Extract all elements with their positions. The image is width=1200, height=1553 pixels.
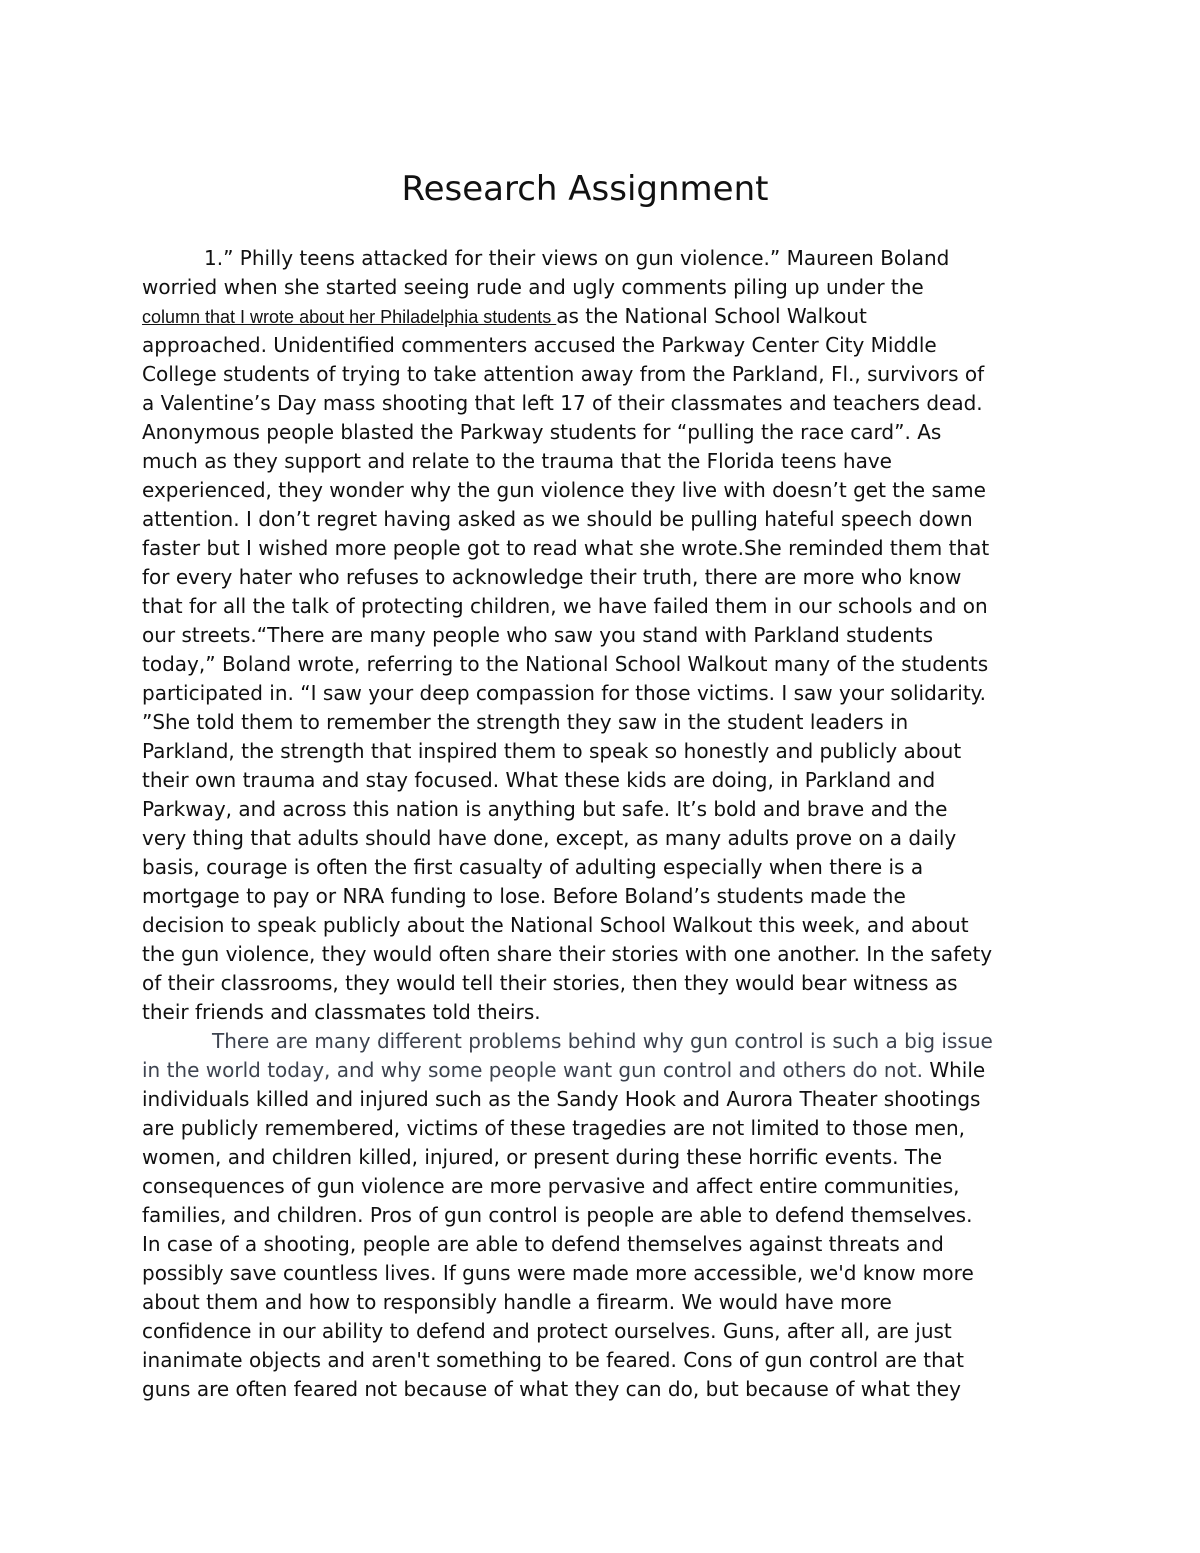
- body-line: very thing that adults should have done, except, as many adults prove on a daily: [142, 826, 957, 850]
- body-line: individuals killed and injured such as the Sandy Hook and Aurora Theater shootings: [142, 1087, 981, 1111]
- body-line: women, and children killed, injured, or present during these horrific events. The: [142, 1145, 943, 1169]
- body-line: much as they support and relate to the trauma that the Florida teens have: [142, 449, 892, 473]
- body-line: experienced, they wonder why the gun violence they live with doesn’t get the same: [142, 478, 986, 502]
- body-line: confidence in our ability to defend and protect ourselves. Guns, after all, are just: [142, 1319, 952, 1343]
- body-line-text: in the world today, and why some people want gun control and others do not.: [142, 1058, 923, 1082]
- body-line: families, and children. Pros of gun control is people are able to defend themselves.: [142, 1203, 973, 1227]
- body-line: guns are often feared not because of what they can do, but because of what they: [142, 1377, 961, 1401]
- body-line-with-link: [142, 302, 1072, 331]
- body-line: their own trauma and stay focused. What these kids are doing, in Parkland and: [142, 768, 936, 792]
- body-line: [142, 1056, 1072, 1085]
- body-line: basis, courage is often the first casualty of adulting especially when there is a: [142, 855, 924, 879]
- body-line: College students of trying to take attention away from the Parkland, Fl., survivors of: [142, 362, 985, 386]
- document-body: [142, 244, 1072, 1404]
- body-line: are publicly remembered, victims of these tragedies are not limited to those men,: [142, 1116, 965, 1140]
- body-line: their friends and classmates told theirs.: [142, 1000, 541, 1024]
- body-line: inanimate objects and aren't something to be feared. Cons of gun control are that: [142, 1348, 964, 1372]
- body-line: decision to speak publicly about the National School Walkout this week, and about: [142, 913, 969, 937]
- document-title: Research Assignment: [401, 169, 769, 209]
- body-line: 1.” Philly teens attacked for their views on gun violence.” Maureen Boland: [204, 246, 950, 270]
- body-line: mortgage to pay or NRA funding to lose. Before Boland’s students made the: [142, 884, 906, 908]
- body-line: Anonymous people blasted the Parkway students for “pulling the race card”. As: [142, 420, 942, 444]
- body-line: approached. Unidentified commenters accused the Parkway Center City Middle: [142, 333, 937, 357]
- body-line: today,” Boland wrote, referring to the National School Walkout many of the students: [142, 652, 989, 676]
- body-line: our streets.“There are many people who saw you stand with Parkland students: [142, 623, 934, 647]
- body-line: consequences of gun violence are more pervasive and affect entire communities,: [142, 1174, 960, 1198]
- body-line: about them and how to responsibly handle a firearm. We would have more: [142, 1290, 892, 1314]
- body-line: for every hater who refuses to acknowledge their truth, there are more who know: [142, 565, 962, 589]
- body-line: Parkland, the strength that inspired them to speak so honestly and publicly about: [142, 739, 962, 763]
- body-line: There are many different problems behind why gun control is such a big issue: [212, 1029, 993, 1053]
- body-line: participated in. “I saw your deep compassion for those victims. I saw your solidarity.: [142, 681, 987, 705]
- body-line-text: While: [922, 1058, 986, 1082]
- body-line: ”She told them to remember the strength they saw in the student leaders in: [142, 710, 909, 734]
- column-link[interactable]: column that I wrote about her Philadelphia students: [142, 307, 557, 327]
- body-line: possibly save countless lives. If guns were made more accessible, we'd know more: [142, 1261, 974, 1285]
- body-line: the gun violence, they would often share their stories with one another. In the safety: [142, 942, 993, 966]
- body-line: faster but I wished more people got to read what she wrote.She reminded them that: [142, 536, 990, 560]
- body-line-text: as the National School Walkout: [556, 304, 867, 328]
- body-line: that for all the talk of protecting children, we have failed them in our schools and on: [142, 594, 988, 618]
- body-line: Parkway, and across this nation is anything but safe. It’s bold and brave and the: [142, 797, 948, 821]
- body-line: worried when she started seeing rude and ugly comments piling up under the: [142, 275, 924, 299]
- body-line: a Valentine’s Day mass shooting that left 17 of their classmates and teachers dead.: [142, 391, 983, 415]
- body-line: In case of a shooting, people are able to defend themselves against threats and: [142, 1232, 944, 1256]
- body-line: attention. I don’t regret having asked as we should be pulling hateful speech down: [142, 507, 973, 531]
- body-line: of their classrooms, they would tell their stories, then they would bear witness as: [142, 971, 958, 995]
